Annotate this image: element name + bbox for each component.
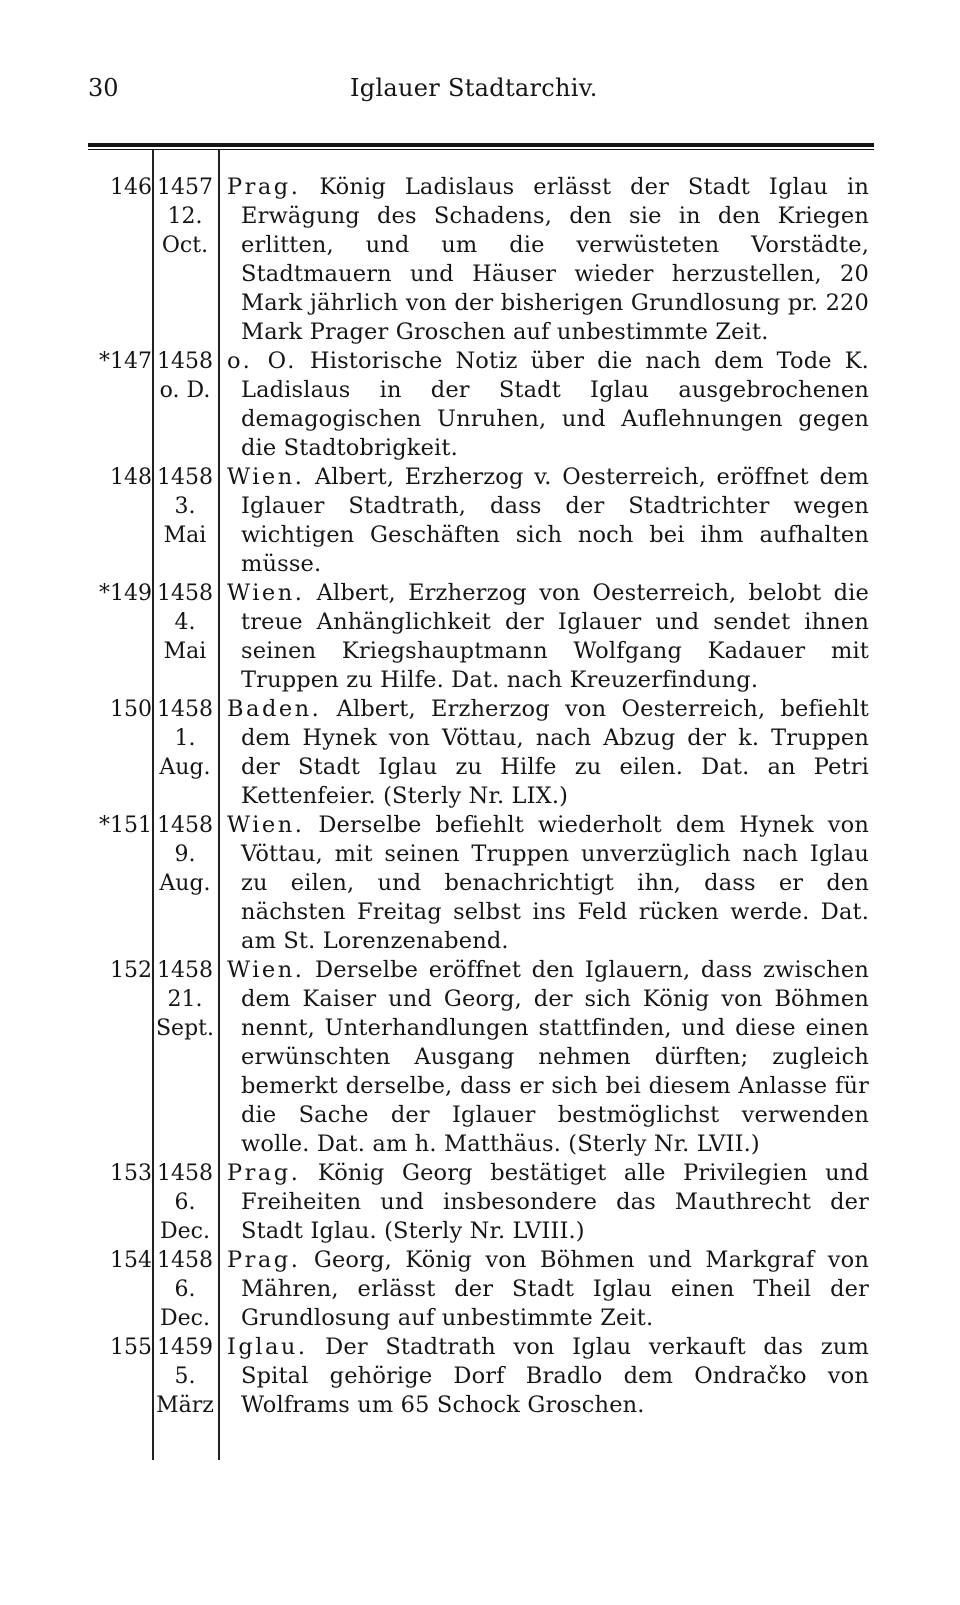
entry-place: Iglau.: [227, 1334, 308, 1360]
entry-number: 153: [110, 1161, 152, 1186]
entry-date-line: 12.: [167, 204, 203, 229]
entry-date-line: Oct.: [161, 233, 209, 258]
entry-date: [152, 956, 218, 1159]
entry-number: 146: [110, 175, 152, 200]
entry-number: *149: [99, 581, 152, 606]
entry-date: [152, 579, 218, 695]
page-number: 30: [88, 74, 119, 102]
entry-place: Wien.: [227, 812, 305, 838]
regest-entry: [70, 347, 875, 463]
entry-date-line: Sept.: [155, 1016, 214, 1041]
entry-date-line: 1458: [157, 1248, 213, 1273]
entry-number: 152: [110, 958, 152, 983]
entry-date-line: 1.: [174, 726, 196, 751]
regest-entry: [70, 956, 875, 1159]
entry-summary: König Ladislaus erlässt der Stadt Iglau in Erwägung des Schadens, den sie in den Kriegen erlitten, und um die verwüsteten Vorstädte, Stadtmauern und Häuser wieder herzustellen, 20 Mark jährlich von der bisherigen Grundlosung pr. 220 Mark Prager Groschen auf unbestimmte Zeit.: [241, 174, 869, 345]
regest-entry: [70, 579, 875, 695]
entry-date: [152, 695, 218, 811]
entry-date-line: 6.: [174, 1190, 196, 1215]
entry-text: [227, 811, 869, 956]
entry-date-line: 21.: [167, 987, 203, 1012]
entry-date: [152, 1333, 218, 1420]
entry-summary: Der Stadtrath von Iglau verkauft das zum Spital gehörige Dorf Bradlo dem Ondračko von Wolframs um 65 Schock Groschen.: [241, 1334, 869, 1418]
entry-text: [227, 347, 869, 463]
entry-summary: Historische Notiz über die nach dem Tode K. Ladislaus in der Stadt Iglau ausgebrochenen demagogischen Unruhen, und Auflehnungen gegen die Stadtobrigkeit.: [241, 348, 869, 461]
entry-number: 150: [110, 697, 152, 722]
entry-date: [152, 1246, 218, 1333]
entry-summary: Georg, König von Böhmen und Markgraf von Mähren, erlässt der Stadt Iglau einen Theil der Grundlosung auf unbestimmte Zeit.: [241, 1247, 869, 1331]
entry-text: [227, 1159, 869, 1246]
entry-date-line: o. D.: [159, 378, 211, 403]
running-title: Iglauer Stadtarchiv.: [350, 74, 598, 102]
entry-number: *151: [99, 813, 152, 838]
entry-summary: König Georg bestätiget alle Privilegien und Freiheiten und insbesondere das Mauthrecht der Stadt Iglau. (Sterly Nr. LVIII.): [241, 1160, 869, 1244]
entry-date-line: 4.: [174, 610, 196, 635]
entry-date-line: 5.: [174, 1364, 196, 1389]
regest-entry: [70, 173, 875, 347]
regest-table: [70, 173, 875, 1420]
entry-date-line: 1458: [157, 958, 213, 983]
entry-text: [227, 579, 869, 695]
entry-text: [227, 173, 869, 347]
entry-text: [227, 695, 869, 811]
entry-text: [227, 1333, 869, 1420]
entry-summary: Derselbe eröffnet den Iglauern, dass zwischen dem Kaiser und Georg, der sich König von Böhmen nennt, Unterhandlungen stattfinden, und diese einen erwünschten Ausgang nehmen dürften; zugleich bemerkt derselbe, dass er sich bei diesem Anlasse für die Sache der Iglauer bestmöglichst verwenden wolle. Dat. am h. Matthäus. (Sterly Nr. LVII.): [241, 957, 869, 1157]
entry-date-line: Aug.: [159, 871, 211, 896]
entry-date: [152, 811, 218, 956]
entry-date-line: März: [156, 1393, 214, 1418]
regest-entry: [70, 1333, 875, 1420]
regest-entry: [70, 1246, 875, 1333]
entry-date-line: 1457: [157, 175, 213, 200]
page-header: [88, 74, 873, 114]
entry-summary: Albert, Erzherzog von Oesterreich, befiehlt dem Hynek von Vöttau, nach Abzug der k. Truppen der Stadt Iglau zu Hilfe zu eilen. Dat. an Petri Kettenfeier. (Sterly Nr. LIX.): [241, 696, 869, 809]
entry-place: Wien.: [227, 957, 305, 983]
entry-date-line: Dec.: [160, 1219, 210, 1244]
entry-number: 154: [110, 1248, 152, 1273]
entry-date: [152, 1159, 218, 1246]
entry-date-line: 9.: [174, 842, 196, 867]
header-rule-thick: [88, 143, 874, 147]
entry-number: 148: [110, 465, 152, 490]
entry-place: Baden.: [227, 696, 322, 722]
entry-date-line: 3.: [174, 494, 196, 519]
entry-date-line: 1458: [157, 465, 213, 490]
entry-place: Prag.: [227, 174, 301, 200]
entry-date: [152, 173, 218, 347]
entry-text: [227, 1246, 869, 1333]
entry-date-line: 1459: [157, 1335, 213, 1360]
entry-number: *147: [99, 349, 152, 374]
entry-date-line: Aug.: [159, 755, 211, 780]
entry-text: [227, 956, 869, 1159]
regest-entry: [70, 811, 875, 956]
regest-entry: [70, 463, 875, 579]
entry-place: Wien.: [227, 464, 305, 490]
entry-summary: Albert, Erzherzog v. Oesterreich, eröffnet dem Iglauer Stadtrath, dass der Stadtrichter wegen wichtigen Geschäften sich noch bei ihm aufhalten müsse.: [241, 464, 869, 577]
entry-date: [152, 463, 218, 579]
entry-date-line: Mai: [163, 639, 207, 664]
entry-date-line: 1458: [157, 813, 213, 838]
entry-date-line: 1458: [157, 1161, 213, 1186]
entry-date-line: Mai: [163, 523, 207, 548]
regest-entry: [70, 695, 875, 811]
regest-entry: [70, 1159, 875, 1246]
entry-place: Wien.: [227, 580, 305, 606]
entry-date-line: 6.: [174, 1277, 196, 1302]
header-rule-thin: [88, 149, 874, 150]
entry-number: 155: [110, 1335, 152, 1360]
entry-summary: Derselbe befiehlt wiederholt dem Hynek von Vöttau, mit seinen Truppen unverzüglich nach Iglau zu eilen, und benachrichtigt ihn, dass er den nächsten Freitag selbst ins Feld rücken werde. Dat. am St. Lorenzenabend.: [241, 812, 869, 954]
entry-place: Prag.: [227, 1160, 301, 1186]
entry-date-line: 1458: [157, 349, 213, 374]
entry-summary: Albert, Erzherzog von Oesterreich, belobt die treue Anhänglichkeit der Iglauer und sendet ihnen seinen Kriegshauptmann Wolfgang Kadauer mit Truppen zu Hilfe. Dat. nach Kreuzerfindung.: [241, 580, 869, 693]
entry-place: Prag.: [227, 1247, 301, 1273]
entry-place: o. O.: [227, 348, 297, 374]
entry-date-line: Dec.: [160, 1306, 210, 1331]
entry-text: [227, 463, 869, 579]
entry-date: [152, 347, 218, 463]
entry-date-line: 1458: [157, 581, 213, 606]
entry-date-line: 1458: [157, 697, 213, 722]
